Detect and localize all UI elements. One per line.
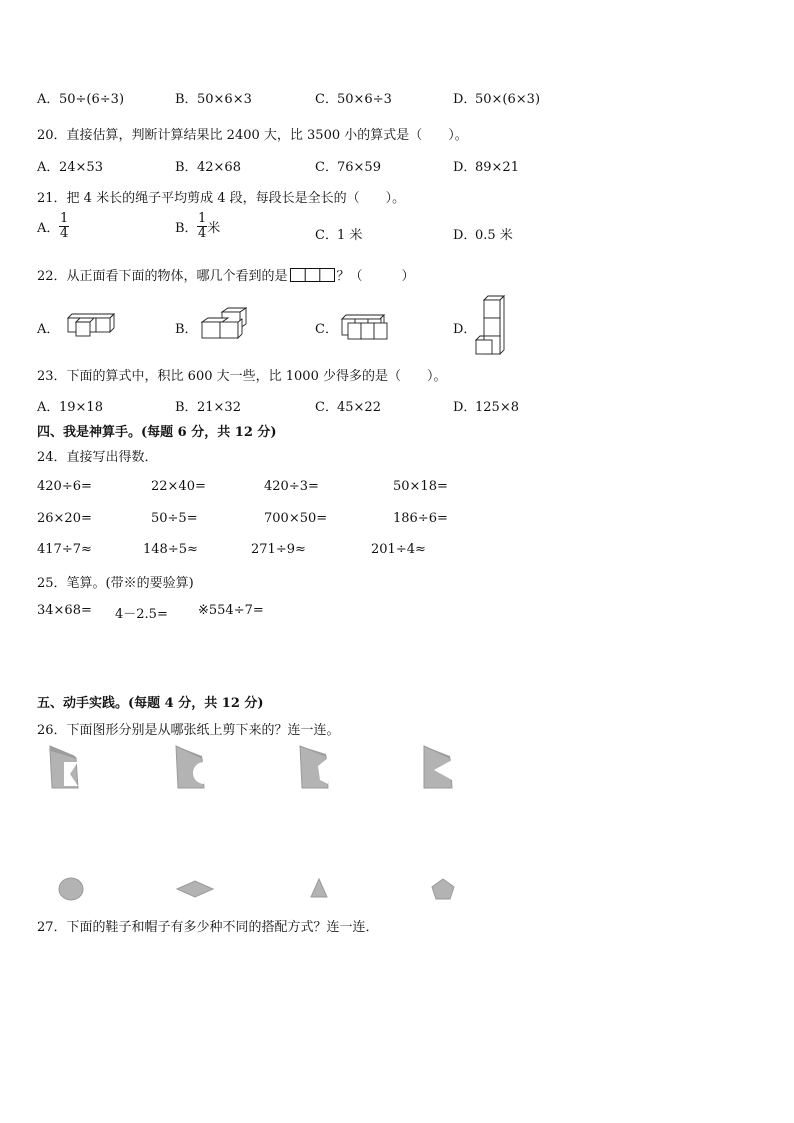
q20-option-a: A．24×53 bbox=[37, 160, 103, 175]
q26-stem: 26．下面图形分别是从哪张纸上剪下来的？连一连。 bbox=[37, 723, 340, 738]
q21-option-d: D．0.5 米 bbox=[453, 228, 513, 243]
q24-item: 420÷6= bbox=[37, 479, 92, 494]
q22-option-c-letter: C． bbox=[315, 322, 338, 337]
fraction: $\frac{1}{4}$ bbox=[198, 211, 207, 241]
folded-paper-4-icon[interactable] bbox=[422, 744, 458, 790]
front-view-squares-icon bbox=[290, 268, 335, 282]
q20-option-d: D．89×21 bbox=[453, 160, 519, 175]
three-squares-figure bbox=[290, 268, 335, 282]
q21-stem: 21．把 4 米长的绳子平均剪成 4 段，每段长是全长的（ ）。 bbox=[37, 191, 406, 206]
q24-item: 417÷7≈ bbox=[37, 542, 92, 557]
q19-option-a-text: 50÷(6÷3) bbox=[59, 92, 125, 107]
triangle-shape-icon[interactable] bbox=[309, 877, 329, 899]
cube-figure-b-icon bbox=[200, 306, 250, 340]
fraction: $\frac{1}{4}$ bbox=[60, 211, 69, 241]
cube-figure-c-icon bbox=[340, 313, 390, 341]
q22-option-d-letter: D． bbox=[453, 322, 477, 337]
q23-stem: 23．下面的算式中，积比 600 大一些，比 1000 少得多的是（ ）。 bbox=[37, 369, 447, 384]
q27-stem: 27．下面的鞋子和帽子有多少种不同的搭配方式？连一连． bbox=[37, 920, 379, 935]
q25-item: 4－2.5= bbox=[115, 607, 168, 622]
q20-stem: 20．直接估算，判断计算结果比 2400 大，比 3500 小的算式是（ ）。 bbox=[37, 128, 468, 143]
q23-option-d: D．125×8 bbox=[453, 400, 519, 415]
q19-option-c: C．50×6÷3 bbox=[315, 92, 392, 107]
q19-option-b-text: 50×6×3 bbox=[197, 92, 252, 107]
rhombus-shape-icon[interactable] bbox=[175, 879, 215, 899]
q19-option-d-text: 50×(6×3) bbox=[475, 92, 541, 107]
q21-option-c: C．1 米 bbox=[315, 228, 363, 243]
q24-item: 148÷5≈ bbox=[143, 542, 198, 557]
q24-item: 201÷4≈ bbox=[371, 542, 426, 557]
q22-option-a-letter: A． bbox=[37, 322, 60, 337]
q19-option-d: D．50×(6×3) bbox=[453, 92, 541, 107]
q23-option-b: B．21×32 bbox=[175, 400, 241, 415]
q25-item: 34×68= bbox=[37, 603, 92, 618]
q24-item: 420÷3= bbox=[264, 479, 319, 494]
folded-paper-1-icon[interactable] bbox=[48, 744, 84, 790]
q25-item: ※554÷7= bbox=[198, 603, 264, 618]
q24-item: 271÷9≈ bbox=[251, 542, 306, 557]
q23-option-c: C．45×22 bbox=[315, 400, 381, 415]
folded-paper-3-icon[interactable] bbox=[298, 744, 334, 790]
q19-option-c-text: 50×6÷3 bbox=[337, 92, 392, 107]
q22-option-b-letter: B． bbox=[175, 322, 198, 337]
folded-paper-2-icon[interactable] bbox=[174, 744, 210, 790]
q24-item: 50×18= bbox=[393, 479, 448, 494]
q20-option-b: B．42×68 bbox=[175, 160, 241, 175]
q24-item: 700×50= bbox=[264, 511, 328, 526]
q19-option-a: A．50÷(6÷3) bbox=[37, 92, 125, 107]
section-5-title: 五、动手实践。(每题 4 分，共 12 分) bbox=[37, 696, 264, 711]
q20-option-c: C．76×59 bbox=[315, 160, 381, 175]
q23-option-a: A．19×18 bbox=[37, 400, 103, 415]
q24-item: 22×40= bbox=[151, 479, 206, 494]
q21-option-a: A． $\frac{1}{4}$ bbox=[37, 211, 69, 241]
q19-option-b: B．50×6×3 bbox=[175, 92, 252, 107]
q24-item: 26×20= bbox=[37, 511, 92, 526]
q24-item: 50÷5= bbox=[151, 511, 198, 526]
circle-shape-icon[interactable] bbox=[57, 876, 85, 902]
q22-stem: 22．从正面看下面的物体，哪几个看到的是 ？（ ） bbox=[37, 269, 415, 284]
section-4-title: 四、我是神算手。(每题 6 分，共 12 分) bbox=[37, 425, 277, 440]
pentagon-shape-icon[interactable] bbox=[430, 877, 456, 901]
q25-stem: 25．笔算。(带※的要验算) bbox=[37, 576, 194, 591]
q24-item: 186÷6= bbox=[393, 511, 448, 526]
cube-figure-a-icon bbox=[62, 312, 118, 338]
cube-figure-d-icon bbox=[474, 294, 506, 356]
q21-option-b: B． $\frac{1}{4}$ 米 bbox=[175, 211, 221, 241]
q24-stem: 24．直接写出得数． bbox=[37, 450, 158, 465]
